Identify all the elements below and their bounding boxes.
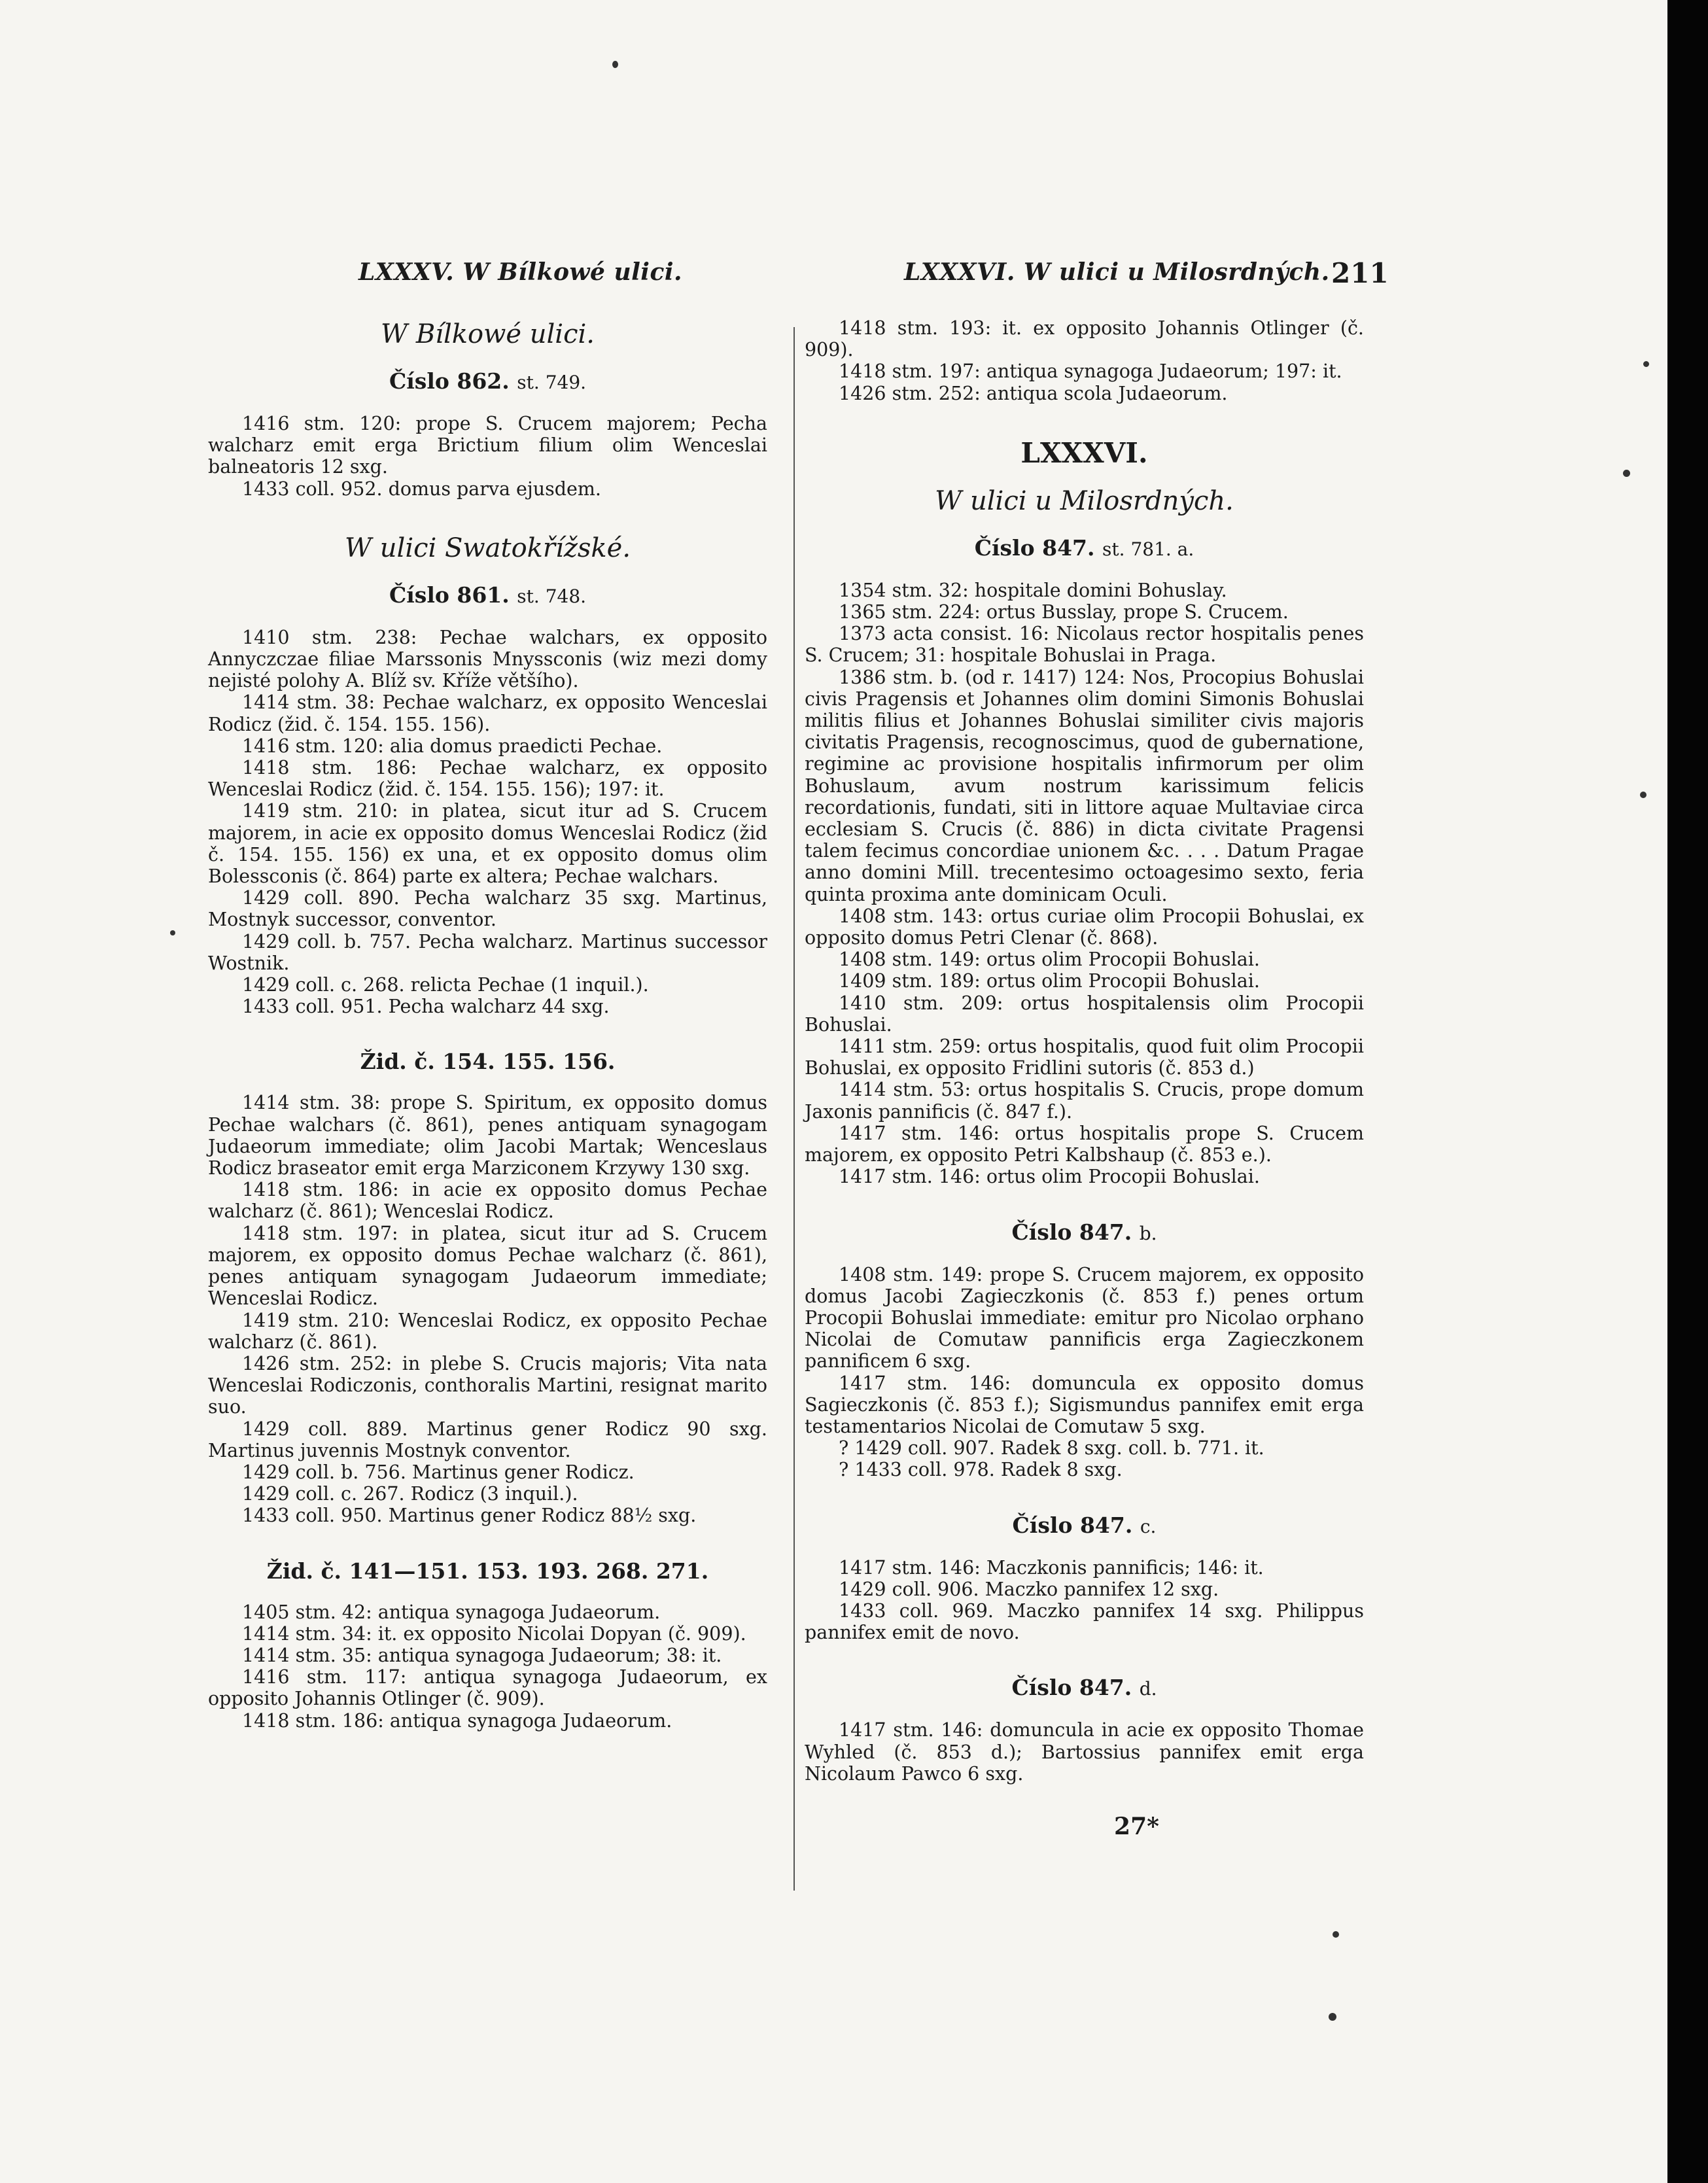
entry-group: [805, 1719, 1364, 1785]
record-entry: 1414 stm. 35: antiqua synagoga Judaeorum; 38: it.: [242, 1644, 722, 1666]
record-entry: 1418 stm. 197: antiqua synagoga Judaeorum; 197: it.: [839, 360, 1342, 383]
entry-group: [805, 1557, 1364, 1644]
record-entry: 1426 stm. 252: antiqua scola Judaeorum.: [839, 382, 1228, 404]
entry-group: [208, 1601, 767, 1732]
scan-speck: [1643, 361, 1649, 367]
house-number-heading: [805, 1219, 1364, 1247]
record-entry: 1429 coll. 906. Maczko pannifex 12 sxg.: [839, 1578, 1219, 1600]
record-entry: 1354 stm. 32: hospitale domini Bohuslay.: [839, 579, 1227, 601]
old-number: b.: [1139, 1222, 1157, 1244]
house-number: Číslo 862.: [389, 368, 510, 394]
record-entry: 1417 stm. 146: domuncula ex opposito domus Sagieczkonis (č. 853 f.); Sigismundus pannifex emit erga testamentarios Nicolai de Comutaw 5 sxg.: [805, 1372, 1364, 1437]
record-entry: 1429 coll. b. 756. Martinus gener Rodicz.: [242, 1461, 635, 1483]
record-entry: 1414 stm. 34: it. ex opposito Nicolai Dopyan (č. 909).: [242, 1622, 746, 1645]
house-number-heading: [805, 535, 1364, 563]
record-entry: 1417 stm. 146: ortus hospitalis prope S. Crucem majorem, ex opposito Petri Kalbshaup (č. 853 e.).: [805, 1122, 1364, 1166]
house-number-heading: [805, 1512, 1364, 1540]
scan-speck: [1329, 2013, 1336, 2021]
record-entry: 1416 stm. 120: prope S. Crucem majorem; Pecha walcharz emit erga Brictium filium olim Wenceslai balneatoris 12 sxg.: [208, 413, 767, 478]
running-head-right: LXXXVI. W ulici u Milosrdných.: [904, 258, 1330, 286]
record-entry: 1416 stm. 120: alia domus praedicti Pechae.: [242, 735, 663, 757]
record-entry: 1373 acta consist. 16: Nicolaus rector hospitalis penes S. Crucem; 31: hospitale Bohuslai in Praga.: [805, 623, 1364, 667]
house-number-heading: [208, 582, 767, 610]
scan-speck: [1623, 470, 1630, 477]
record-entry: 1410 stm. 238: Pechae walchars, ex opposito Annyczczae filiae Marssonis Mnyssconis (wiz mezi domy nejisté polohy A. Blíž sv. Kříže většího).: [208, 626, 767, 692]
record-entry: 1417 stm. 146: domuncula in acie ex opposito Thomae Wyhled (č. 853 d.); Bartossius pannifex emit erga Nicolaum Pawco 6 sxg.: [805, 1719, 1364, 1785]
right-column: [805, 317, 1364, 1838]
house-number-heading: [208, 1049, 767, 1075]
record-entry: 1408 stm. 143: ortus curiae olim Procopii Bohuslai, ex opposito domus Petri Clenar (č. 868).: [805, 905, 1364, 949]
scan-speck: [1640, 792, 1647, 798]
old-number: st. 781. a.: [1102, 538, 1194, 560]
record-entry: 1433 coll. 950. Martinus gener Rodicz 88½ sxg.: [242, 1505, 697, 1527]
record-entry: 1433 coll. 969. Maczko pannifex 14 sxg. Philippus pannifex emit de novo.: [805, 1599, 1364, 1644]
house-number: Číslo 847.: [1011, 1675, 1132, 1701]
left-column: [208, 317, 767, 1763]
record-entry: 1417 stm. 146: ortus olim Procopii Bohuslai.: [839, 1166, 1260, 1188]
house-number: Číslo 847.: [1012, 1512, 1133, 1538]
scan-border: [1667, 0, 1708, 2183]
running-head-left: LXXXV. W Bílkowé ulici.: [358, 258, 683, 286]
house-number: Číslo 861.: [389, 582, 510, 608]
record-entry: 1365 stm. 224: ortus Busslay, prope S. Crucem.: [839, 601, 1289, 623]
house-number: Žid. č. 154. 155. 156.: [360, 1049, 616, 1075]
section-title: W ulici u Milosrdných.: [935, 485, 1234, 516]
entry-group: [805, 1264, 1364, 1481]
house-number: Žid. č. 141—151. 153. 193. 268. 271.: [266, 1558, 709, 1584]
section-title: W Bílkowé ulici.: [380, 319, 595, 349]
record-entry: ? 1433 coll. 978. Radek 8 sxg.: [839, 1459, 1123, 1481]
section-title: W ulici Swatokřížské.: [344, 533, 631, 563]
record-entry: 1418 stm. 186: in acie ex opposito domus Pechae walcharz (č. 861); Wenceslai Rodicz.: [208, 1179, 767, 1223]
entry-group: [805, 317, 1364, 404]
record-entry: 1429 coll. c. 267. Rodicz (3 inquil.).: [242, 1483, 578, 1505]
chapter-heading: LXXXVI.: [1020, 436, 1148, 469]
record-entry: 1418 stm. 193: it. ex opposito Johannis Otlinger (č. 909).: [805, 317, 1364, 361]
house-number: Číslo 847.: [1011, 1219, 1132, 1245]
record-entry: 1411 stm. 259: ortus hospitalis, quod fuit olim Procopii Bohuslai, ex opposito Fridlini sutoris (č. 853 d.): [805, 1036, 1364, 1079]
entry-group: [805, 580, 1364, 1188]
record-entry: 1433 coll. 951. Pecha walcharz 44 sxg.: [242, 996, 610, 1018]
entry-group: [208, 1092, 767, 1526]
entry-group: [208, 627, 767, 1018]
record-entry: 1417 stm. 146: Maczkonis pannificis; 146: it.: [839, 1556, 1264, 1579]
record-entry: 1419 stm. 210: Wenceslai Rodicz, ex opposito Pechae walcharz (č. 861).: [208, 1309, 767, 1353]
sheet-signature: 27*: [1114, 1812, 1159, 1840]
house-number-heading: [208, 1558, 767, 1584]
scan-speck: [612, 61, 618, 68]
record-entry: 1416 stm. 117: antiqua synagoga Judaeorum, ex opposito Johannis Otlinger (č. 909).: [208, 1666, 767, 1710]
entry-group: [208, 413, 767, 500]
record-entry: 1408 stm. 149: prope S. Crucem majorem, ex opposito domus Jacobi Zagieczkonis (č. 853 f.) penes ortum Procopii Bohuslai immediate: emitur pro Nicolao orphano Nicolai de Comutaw pannificis erga Zagieczkonem pannificem 6 sxg.: [805, 1263, 1364, 1372]
record-entry: 1414 stm. 38: prope S. Spiritum, ex opposito domus Pechae walchars (č. 861), penes antiquam synagogam Judaeorum immediate; olim Jacobi Martak; Wenceslaus Rodicz braseator emit erga Marziconem Krzywy 130 sxg.: [208, 1092, 767, 1179]
record-entry: 1409 stm. 189: ortus olim Procopii Bohuslai.: [839, 970, 1260, 992]
old-number: st. 748.: [517, 585, 587, 607]
record-entry: 1429 coll. 889. Martinus gener Rodicz 90 sxg. Martinus juvennis Mostnyk conventor.: [208, 1418, 767, 1461]
house-number-heading: [208, 368, 767, 396]
record-entry: 1429 coll. c. 268. relicta Pechae (1 inquil.).: [242, 974, 649, 996]
scan-speck: [170, 930, 175, 935]
record-entry: 1426 stm. 252: in plebe S. Crucis majoris; Vita nata Wenceslai Rodiczonis, conthoralis Martini, resignat marito suo.: [208, 1352, 767, 1418]
record-entry: 1433 coll. 952. domus parva ejusdem.: [242, 478, 601, 500]
record-entry: 1386 stm. b. (od r. 1417) 124: Nos, Procopius Bohuslai civis Pragensis et Johannes olim domini Simonis Bohuslai militis filius et Johannes Bohuslai similiter civis majoris civitatis Pragensis, recognoscimus, quod de gubernatione, regimine ac provisione hospitalis infirmorum per olim Bohuslaum, avum nostrum karissimum felicis recordationis, fundati, siti in littore aquae Multaviae circa ecclesiam S. Crucis (č. 886) in dicta civitate Pragensi talem fecimus concordiae unionem &c. . . . Datum Pragae anno domini Mill. trecentesimo octoagesimo sexto, feria quinta proxima ante dominicam Oculi.: [805, 666, 1364, 905]
record-entry: 1410 stm. 209: ortus hospitalensis olim Procopii Bohuslai.: [805, 992, 1364, 1036]
old-number: st. 749.: [517, 372, 587, 393]
house-number: Číslo 847.: [974, 534, 1095, 561]
house-number-heading: [805, 1675, 1364, 1702]
old-number: d.: [1139, 1678, 1157, 1700]
record-entry: 1418 stm. 186: antiqua synagoga Judaeorum.: [242, 1709, 672, 1732]
column-divider: [793, 327, 795, 1891]
record-entry: 1419 stm. 210: in platea, sicut itur ad S. Crucem majorem, in acie ex opposito domus Wenceslai Rodicz (žid č. 154. 155. 156) ex una, et ex opposito domus olim Bolessconis (č. 864) parte ex altera; Pechae walchars.: [208, 800, 767, 888]
record-entry: 1408 stm. 149: ortus olim Procopii Bohuslai.: [839, 949, 1260, 971]
record-entry: 1405 stm. 42: antiqua synagoga Judaeorum.: [242, 1601, 661, 1623]
record-entry: 1429 coll. b. 757. Pecha walcharz. Martinus successor Wostnik.: [208, 930, 767, 974]
record-entry: 1414 stm. 53: ortus hospitalis S. Crucis, prope domum Jaxonis pannificis (č. 847 f.).: [805, 1079, 1364, 1123]
record-entry: 1418 stm. 186: Pechae walcharz, ex opposito Wenceslai Rodicz (žid. č. 154. 155. 156); 197: it.: [208, 757, 767, 801]
record-entry: ? 1429 coll. 907. Radek 8 sxg. coll. b. 771. it.: [839, 1437, 1264, 1459]
page-number: 211: [1331, 257, 1389, 289]
record-entry: 1418 stm. 197: in platea, sicut itur ad S. Crucem majorem, ex opposito domus Pechae walcharz (č. 861), penes antiquam synagogam Judaeorum immediate; Wenceslai Rodicz.: [208, 1222, 767, 1310]
record-entry: 1414 stm. 38: Pechae walcharz, ex opposito Wenceslai Rodicz (žid. č. 154. 155. 156).: [208, 691, 767, 735]
record-entry: 1429 coll. 890. Pecha walcharz 35 sxg. Martinus, Mostnyk successor, conventor.: [208, 887, 767, 931]
scan-speck: [1333, 1931, 1339, 1938]
old-number: c.: [1140, 1515, 1157, 1537]
